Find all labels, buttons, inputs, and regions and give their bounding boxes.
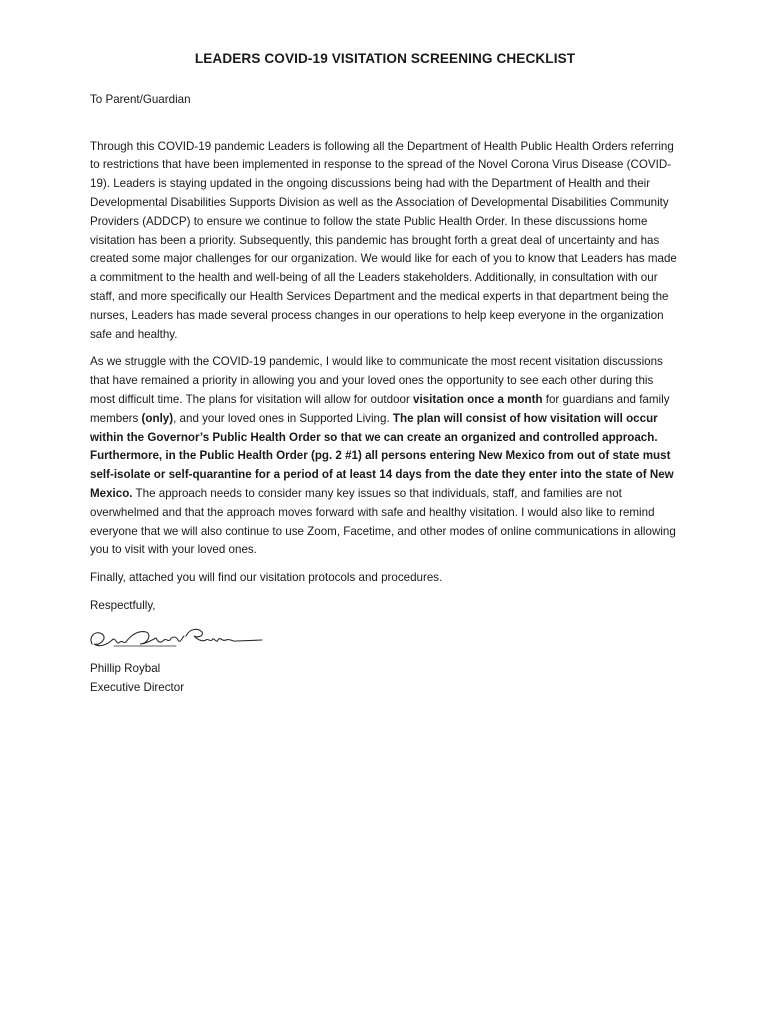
closing: Respectfully,	[90, 598, 156, 612]
handwritten-signature	[86, 622, 266, 656]
signer-title: Executive Director	[90, 680, 185, 694]
visitation-text-4: The approach needs to consider many key issues so that individuals, staff, and families are not overwhelmed and that the approach moves forward with safe and healthy visitation. I would also like to remind everyone that we will also continue to use Zoom, Facetime, and other modes of online communications in allowing you to visit with your loved ones.	[90, 486, 676, 557]
visitation-text-1: As we struggle with the COVID-19 pandemic, I would like to communicate the most recent visitation discussions that have remained a priority in allowing you and your loved ones the opportunity to see each other during this most difficult time. The plans for visitation will allow for outdoor	[90, 355, 663, 406]
letter-page	[90, 50, 680, 697]
visitation-text-2: for guardians and family members	[90, 392, 670, 425]
visitation-bold-2: (only)	[141, 411, 174, 425]
signer-name: Phillip Roybal	[90, 661, 161, 675]
visitation-text-3: , and your loved ones in Supported Living.	[173, 411, 393, 425]
paragraph-intro: Through this COVID-19 pandemic Leaders is following all the Department of Health Public Health Orders referring to restrictions that have been implemented in response to the spread of the Novel Corona Virus Disease (COVID-19). Leaders is staying updated in the ongoing discussions being had with the Department of Health and their Developmental Disabilities Supports Division as well as the Association of Developmental Disabilities Community Providers (ADDCP) to ensure we continue to follow the state Public Health Order. In these discussions home visitation has been a priority. Subsequently, this pandemic has brought forth a great deal of uncertainty and has created some major challenges for our organization. We would like for each of you to know that Leaders has made a commitment to the health and well-being of all the Leaders stakeholders. Additionally, in consultation with our staff, and more specifically our Health Services Department and the medical experts in that department being the nurses, Leaders has made several process changes in our operations to help keep everyone in the organization safe and healthy.	[90, 139, 677, 341]
document-title: LEADERS COVID-19 VISITATION SCREENING CHECKLIST	[194, 51, 576, 66]
visitation-bold-3: The plan will consist of how visitation will occur within the Governor’s Public Health Order so that we can create an organized and controlled approach. Furthermore, in the Public Health Order (pg. 2 #1) all persons entering New Mexico from out of state must self-isolate or self-quarantine for a period of at least 14 days from the date they enter into the state of New Mexico.	[90, 411, 674, 500]
salutation: To Parent/Guardian	[90, 92, 191, 106]
paragraph-closing-note: Finally, attached you will find our visitation protocols and procedures.	[90, 571, 443, 585]
visitation-bold-1: visitation once a month	[413, 392, 543, 406]
paragraph-visitation	[90, 353, 680, 560]
